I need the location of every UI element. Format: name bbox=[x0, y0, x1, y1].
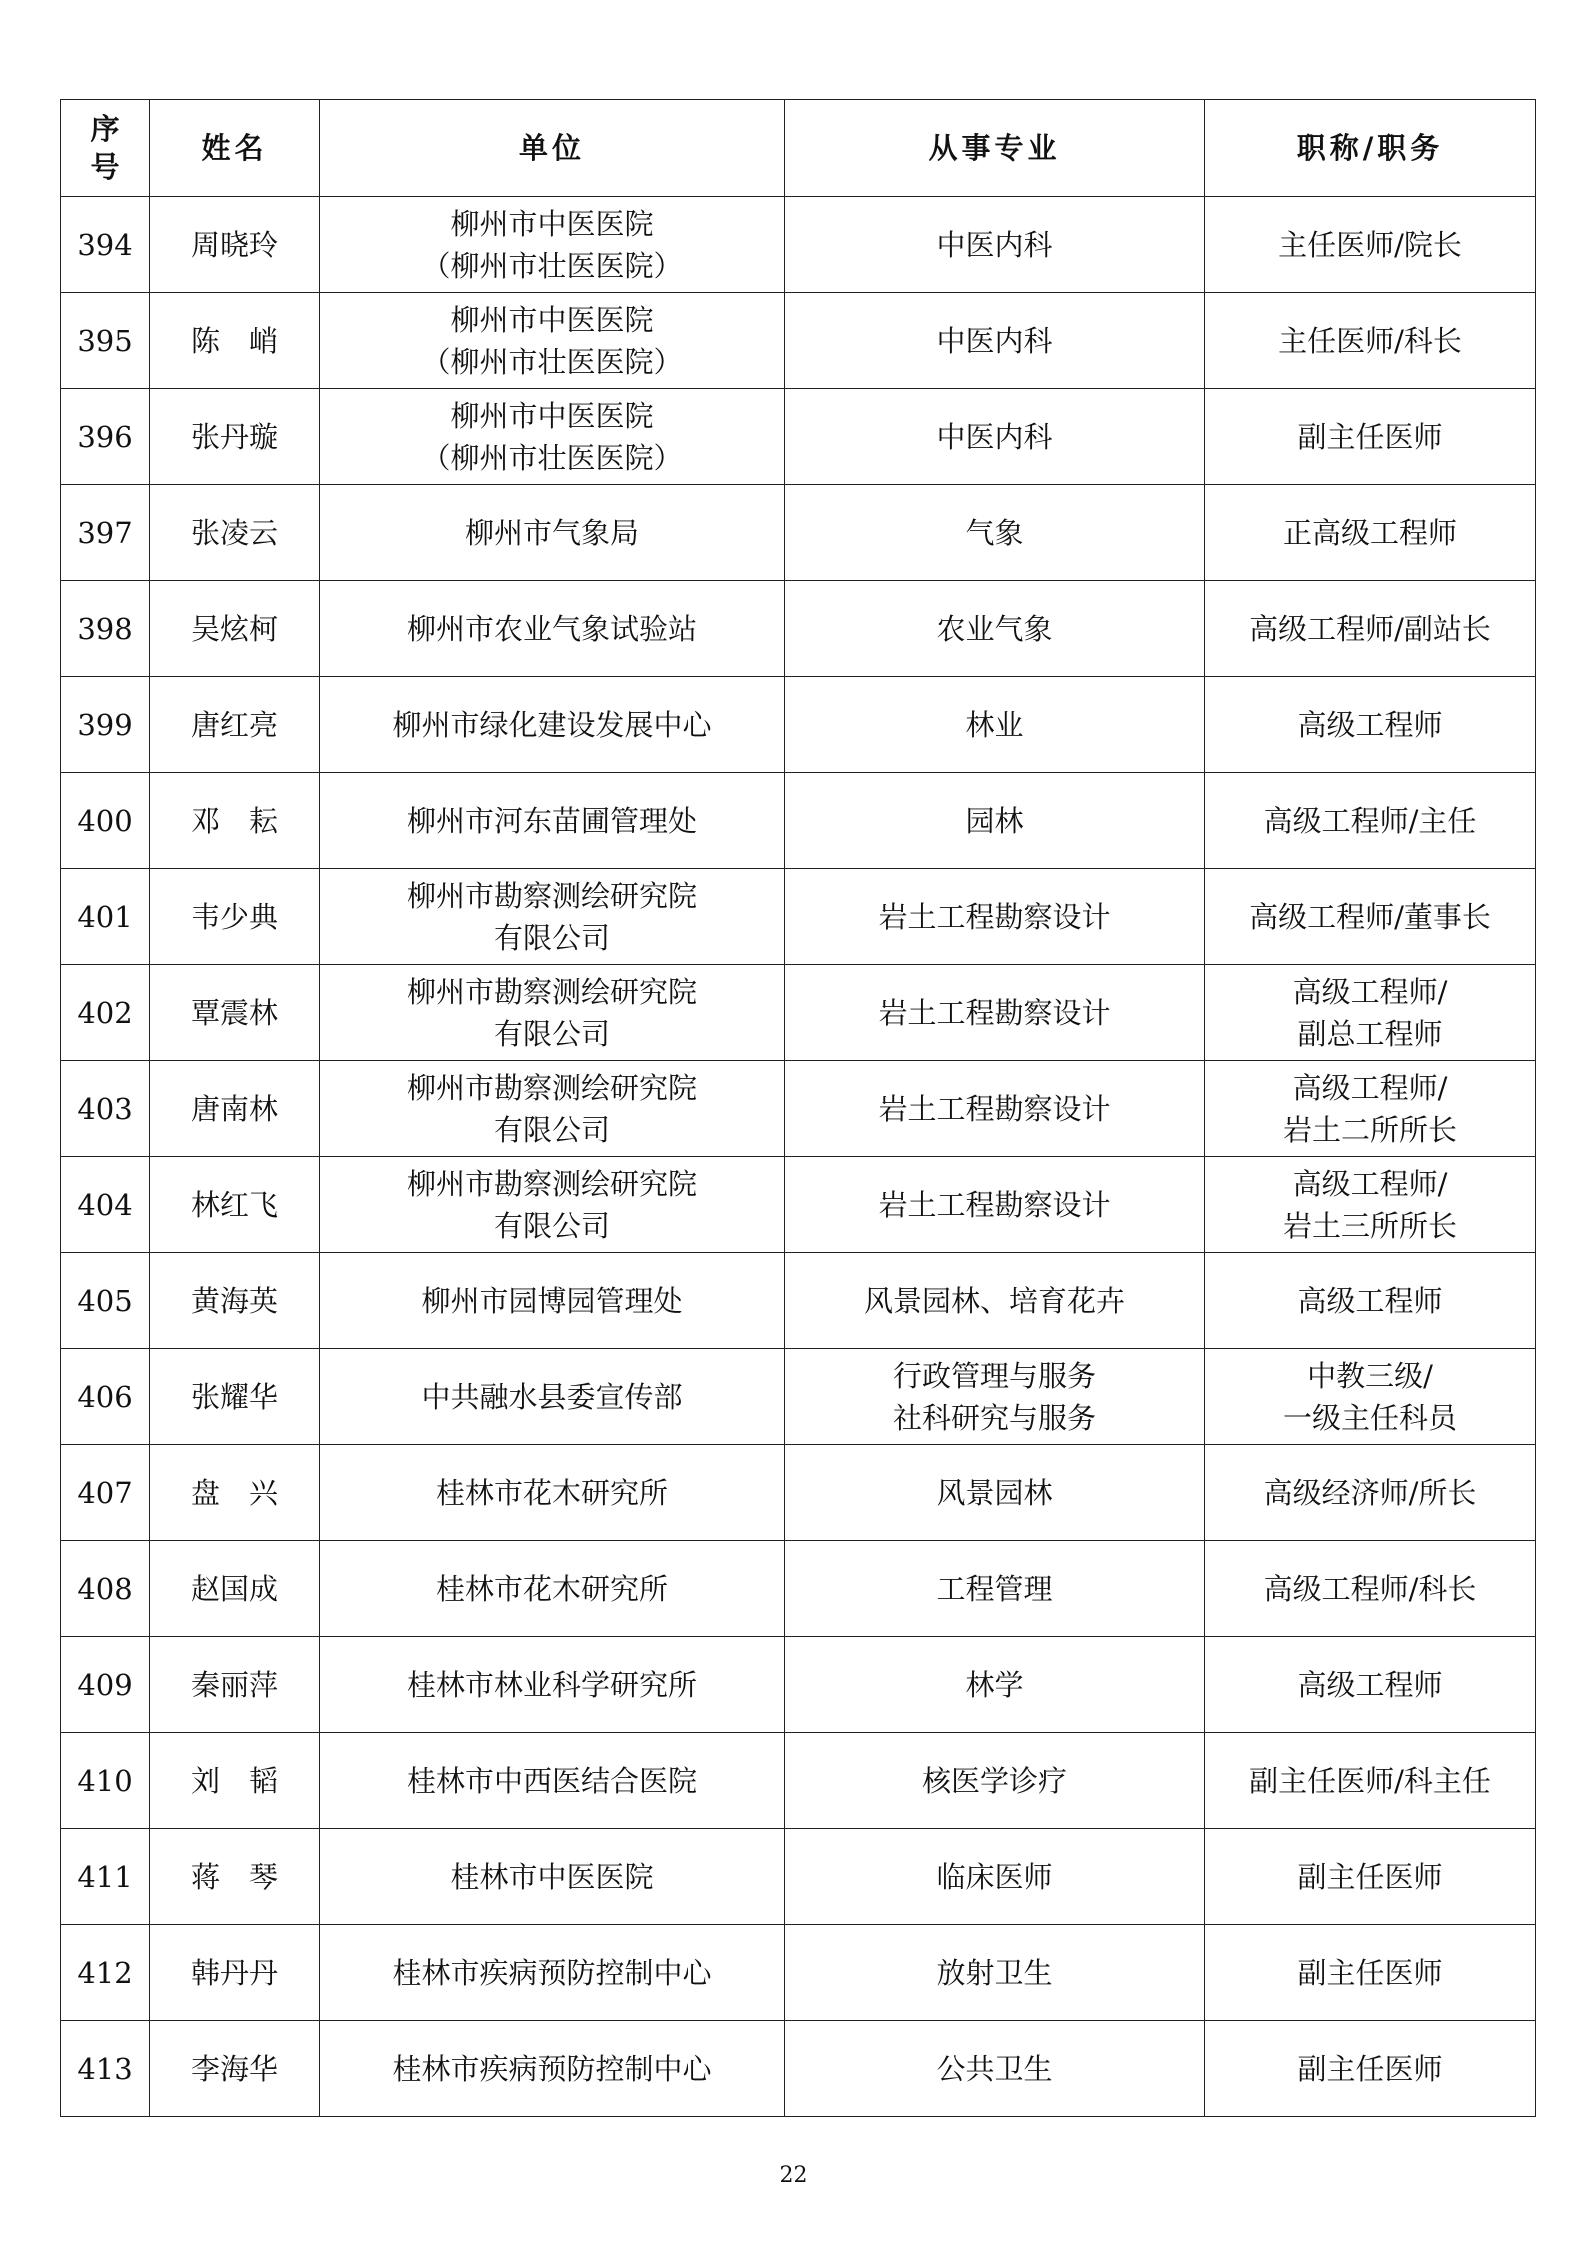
cell-name: 韦少典 bbox=[150, 869, 320, 965]
cell-specialty bbox=[785, 1637, 1205, 1733]
cell-unit bbox=[320, 869, 785, 965]
cell-unit-line: 柳州市中医医院 bbox=[450, 302, 654, 337]
cell-unit bbox=[320, 197, 785, 293]
cell-seq: 403 bbox=[61, 1061, 150, 1157]
cell-specialty bbox=[785, 1061, 1205, 1157]
cell-specialty bbox=[785, 1829, 1205, 1925]
cell-title-line: 高级工程师/科长 bbox=[1263, 1571, 1477, 1606]
table-row bbox=[61, 773, 1536, 869]
table-row bbox=[61, 1637, 1536, 1733]
cell-specialty-line: 农业气象 bbox=[936, 611, 1053, 646]
cell-specialty-line: 中医内科 bbox=[936, 323, 1053, 358]
cell-title-line: 高级工程师/ bbox=[1292, 1070, 1448, 1105]
cell-name: 张丹璇 bbox=[150, 389, 320, 485]
cell-specialty-line: 公共卫生 bbox=[936, 2051, 1053, 2086]
cell-unit-line: （柳州市壮医医院） bbox=[421, 344, 683, 379]
cell-specialty bbox=[785, 2021, 1205, 2117]
cell-unit bbox=[320, 1349, 785, 1445]
cell-title bbox=[1205, 1061, 1536, 1157]
cell-name: 唐红亮 bbox=[150, 677, 320, 773]
cell-specialty-line: 行政管理与服务 bbox=[892, 1358, 1096, 1393]
cell-name: 盘 兴 bbox=[150, 1445, 320, 1541]
cell-unit bbox=[320, 1541, 785, 1637]
cell-title bbox=[1205, 581, 1536, 677]
cell-unit-line: 柳州市勘察测绘研究院 bbox=[406, 974, 697, 1009]
cell-title-line: 副总工程师 bbox=[1297, 1016, 1443, 1051]
cell-title bbox=[1205, 485, 1536, 581]
cell-unit bbox=[320, 581, 785, 677]
cell-specialty-line: 林业 bbox=[965, 707, 1024, 742]
cell-specialty bbox=[785, 1157, 1205, 1253]
cell-title-line: 中教三级/ bbox=[1307, 1358, 1433, 1393]
roster-table bbox=[60, 99, 1536, 2117]
table-row bbox=[61, 1061, 1536, 1157]
cell-name: 蒋 琴 bbox=[150, 1829, 320, 1925]
cell-title-line: 副主任医师 bbox=[1297, 1859, 1443, 1894]
cell-title bbox=[1205, 1829, 1536, 1925]
cell-name: 覃震林 bbox=[150, 965, 320, 1061]
cell-title-line: 一级主任科员 bbox=[1282, 1400, 1457, 1435]
cell-unit-line: 桂林市疾病预防控制中心 bbox=[392, 1955, 712, 1990]
table-row bbox=[61, 677, 1536, 773]
cell-seq: 402 bbox=[61, 965, 150, 1061]
cell-specialty-line: 气象 bbox=[965, 515, 1024, 550]
cell-specialty bbox=[785, 1349, 1205, 1445]
cell-unit-line: 有限公司 bbox=[493, 920, 610, 955]
cell-title-line: 副主任医师 bbox=[1297, 419, 1443, 454]
cell-name: 李海华 bbox=[150, 2021, 320, 2117]
table-row bbox=[61, 581, 1536, 677]
table-row bbox=[61, 293, 1536, 389]
cell-unit bbox=[320, 1925, 785, 2021]
table-row bbox=[61, 1733, 1536, 1829]
header-specialty: 从事专业 bbox=[785, 100, 1205, 197]
cell-seq: 395 bbox=[61, 293, 150, 389]
cell-specialty-line: 工程管理 bbox=[936, 1571, 1053, 1606]
cell-unit-line: 桂林市花木研究所 bbox=[435, 1571, 668, 1606]
cell-specialty-line: 园林 bbox=[965, 803, 1024, 838]
cell-title bbox=[1205, 773, 1536, 869]
cell-unit-line: 柳州市绿化建设发展中心 bbox=[392, 707, 712, 742]
cell-name: 陈 峭 bbox=[150, 293, 320, 389]
table-row bbox=[61, 1349, 1536, 1445]
table-row bbox=[61, 1253, 1536, 1349]
cell-title bbox=[1205, 1253, 1536, 1349]
cell-seq: 411 bbox=[61, 1829, 150, 1925]
table-body bbox=[61, 197, 1536, 2117]
page-number: 22 bbox=[779, 2163, 808, 2188]
table-row bbox=[61, 1541, 1536, 1637]
cell-specialty bbox=[785, 677, 1205, 773]
cell-unit bbox=[320, 293, 785, 389]
cell-unit bbox=[320, 1445, 785, 1541]
cell-title bbox=[1205, 197, 1536, 293]
cell-unit-line: 中共融水县委宣传部 bbox=[421, 1379, 683, 1414]
cell-specialty-line: 岩土工程勘察设计 bbox=[878, 995, 1111, 1030]
cell-unit-line: 桂林市花木研究所 bbox=[435, 1475, 668, 1510]
cell-unit bbox=[320, 1637, 785, 1733]
cell-seq: 409 bbox=[61, 1637, 150, 1733]
cell-unit bbox=[320, 677, 785, 773]
cell-title-line: 岩土二所所长 bbox=[1282, 1112, 1457, 1147]
cell-specialty bbox=[785, 965, 1205, 1061]
cell-specialty-line: 林学 bbox=[965, 1667, 1024, 1702]
cell-title-line: 高级工程师/主任 bbox=[1263, 803, 1477, 838]
table-row bbox=[61, 1829, 1536, 1925]
cell-unit bbox=[320, 965, 785, 1061]
cell-title-line: 高级工程师 bbox=[1297, 707, 1443, 742]
cell-specialty-line: 临床医师 bbox=[936, 1859, 1053, 1894]
table-row bbox=[61, 1445, 1536, 1541]
table-row bbox=[61, 485, 1536, 581]
cell-seq: 397 bbox=[61, 485, 150, 581]
cell-specialty bbox=[785, 1733, 1205, 1829]
cell-title-line: 高级工程师 bbox=[1297, 1667, 1443, 1702]
cell-unit-line: 柳州市勘察测绘研究院 bbox=[406, 878, 697, 913]
cell-title-line: 岩土三所所长 bbox=[1282, 1208, 1457, 1243]
cell-unit bbox=[320, 485, 785, 581]
cell-specialty-line: 核医学诊疗 bbox=[921, 1763, 1067, 1798]
header-row bbox=[61, 100, 1536, 197]
table-row bbox=[61, 869, 1536, 965]
table-row bbox=[61, 965, 1536, 1061]
cell-name: 黄海英 bbox=[150, 1253, 320, 1349]
cell-title bbox=[1205, 389, 1536, 485]
cell-title bbox=[1205, 677, 1536, 773]
cell-name: 韩丹丹 bbox=[150, 1925, 320, 2021]
cell-name: 邓 耘 bbox=[150, 773, 320, 869]
cell-title-line: 高级工程师/ bbox=[1292, 974, 1448, 1009]
cell-title-line: 高级工程师/副站长 bbox=[1249, 611, 1491, 646]
cell-unit-line: 桂林市中西医结合医院 bbox=[406, 1763, 697, 1798]
table-header bbox=[61, 100, 1536, 197]
cell-seq: 413 bbox=[61, 2021, 150, 2117]
cell-specialty-line: 岩土工程勘察设计 bbox=[878, 1187, 1111, 1222]
cell-specialty bbox=[785, 485, 1205, 581]
cell-unit bbox=[320, 1253, 785, 1349]
cell-unit bbox=[320, 389, 785, 485]
cell-specialty bbox=[785, 197, 1205, 293]
cell-seq: 406 bbox=[61, 1349, 150, 1445]
cell-name: 赵国成 bbox=[150, 1541, 320, 1637]
cell-specialty-line: 风景园林 bbox=[936, 1475, 1053, 1510]
cell-unit bbox=[320, 1733, 785, 1829]
header-seq-line1: 序 bbox=[90, 112, 120, 146]
cell-name: 林红飞 bbox=[150, 1157, 320, 1253]
cell-title-line: 高级经济师/所长 bbox=[1263, 1475, 1477, 1510]
header-title: 职称/职务 bbox=[1205, 100, 1536, 197]
cell-title-line: 高级工程师/ bbox=[1292, 1166, 1448, 1201]
cell-title-line: 主任医师/科长 bbox=[1278, 323, 1462, 358]
cell-unit-line: （柳州市壮医医院） bbox=[421, 248, 683, 283]
cell-title bbox=[1205, 869, 1536, 965]
cell-specialty bbox=[785, 869, 1205, 965]
cell-title bbox=[1205, 1445, 1536, 1541]
cell-title-line: 副主任医师 bbox=[1297, 2051, 1443, 2086]
cell-name: 秦丽萍 bbox=[150, 1637, 320, 1733]
cell-name: 张耀华 bbox=[150, 1349, 320, 1445]
cell-specialty-line: 中医内科 bbox=[936, 227, 1053, 262]
cell-title bbox=[1205, 1541, 1536, 1637]
cell-specialty bbox=[785, 773, 1205, 869]
cell-seq: 401 bbox=[61, 869, 150, 965]
cell-specialty-line: 中医内科 bbox=[936, 419, 1053, 454]
cell-specialty bbox=[785, 581, 1205, 677]
table-row bbox=[61, 389, 1536, 485]
cell-title bbox=[1205, 1925, 1536, 2021]
cell-seq: 408 bbox=[61, 1541, 150, 1637]
cell-title bbox=[1205, 965, 1536, 1061]
cell-unit-line: 柳州市农业气象试验站 bbox=[406, 611, 697, 646]
cell-title-line: 副主任医师 bbox=[1297, 1955, 1443, 1990]
table-row bbox=[61, 2021, 1536, 2117]
cell-name: 刘 韬 bbox=[150, 1733, 320, 1829]
header-seq bbox=[61, 100, 150, 197]
cell-unit-line: 桂林市疾病预防控制中心 bbox=[392, 2051, 712, 2086]
cell-unit-line: 桂林市林业科学研究所 bbox=[406, 1667, 697, 1702]
cell-seq: 410 bbox=[61, 1733, 150, 1829]
cell-specialty bbox=[785, 1253, 1205, 1349]
cell-unit-line: 有限公司 bbox=[493, 1016, 610, 1051]
cell-title-line: 副主任医师/科主任 bbox=[1249, 1763, 1491, 1798]
cell-title-line: 正高级工程师 bbox=[1282, 515, 1457, 550]
cell-title bbox=[1205, 293, 1536, 389]
cell-unit-line: 柳州市中医医院 bbox=[450, 206, 654, 241]
cell-unit-line: 柳州市勘察测绘研究院 bbox=[406, 1166, 697, 1201]
cell-seq: 394 bbox=[61, 197, 150, 293]
cell-seq: 396 bbox=[61, 389, 150, 485]
cell-specialty-line: 风景园林、培育花卉 bbox=[863, 1283, 1125, 1318]
cell-title-line: 主任医师/院长 bbox=[1278, 227, 1462, 262]
cell-unit-line: 柳州市勘察测绘研究院 bbox=[406, 1070, 697, 1105]
cell-unit-line: 柳州市园博园管理处 bbox=[421, 1283, 683, 1318]
cell-name: 周晓玲 bbox=[150, 197, 320, 293]
header-unit: 单位 bbox=[320, 100, 785, 197]
cell-specialty bbox=[785, 389, 1205, 485]
cell-unit-line: 有限公司 bbox=[493, 1112, 610, 1147]
cell-specialty bbox=[785, 1925, 1205, 2021]
cell-unit bbox=[320, 1829, 785, 1925]
cell-seq: 404 bbox=[61, 1157, 150, 1253]
cell-seq: 398 bbox=[61, 581, 150, 677]
cell-seq: 407 bbox=[61, 1445, 150, 1541]
cell-title bbox=[1205, 1157, 1536, 1253]
table-row bbox=[61, 1157, 1536, 1253]
cell-unit-line: 有限公司 bbox=[493, 1208, 610, 1243]
cell-unit-line: 柳州市气象局 bbox=[464, 515, 639, 550]
cell-specialty-line: 岩土工程勘察设计 bbox=[878, 899, 1111, 934]
cell-title bbox=[1205, 1733, 1536, 1829]
cell-seq: 399 bbox=[61, 677, 150, 773]
cell-unit bbox=[320, 2021, 785, 2117]
cell-title-line: 高级工程师 bbox=[1297, 1283, 1443, 1318]
cell-specialty-line: 放射卫生 bbox=[936, 1955, 1053, 1990]
cell-seq: 405 bbox=[61, 1253, 150, 1349]
header-name: 姓名 bbox=[150, 100, 320, 197]
cell-unit-line: （柳州市壮医医院） bbox=[421, 440, 683, 475]
cell-unit bbox=[320, 1157, 785, 1253]
cell-name: 吴炫柯 bbox=[150, 581, 320, 677]
cell-title bbox=[1205, 1637, 1536, 1733]
header-seq-line2: 号 bbox=[90, 150, 120, 184]
table-row bbox=[61, 197, 1536, 293]
cell-specialty-line: 社科研究与服务 bbox=[892, 1400, 1096, 1435]
cell-title bbox=[1205, 2021, 1536, 2117]
cell-specialty bbox=[785, 293, 1205, 389]
table-row bbox=[61, 1925, 1536, 2021]
cell-unit-line: 桂林市中医医院 bbox=[450, 1859, 654, 1894]
cell-specialty bbox=[785, 1445, 1205, 1541]
cell-unit bbox=[320, 773, 785, 869]
cell-title-line: 高级工程师/董事长 bbox=[1249, 899, 1491, 934]
cell-seq: 412 bbox=[61, 1925, 150, 2021]
cell-seq: 400 bbox=[61, 773, 150, 869]
cell-unit bbox=[320, 1061, 785, 1157]
cell-title bbox=[1205, 1349, 1536, 1445]
cell-specialty-line: 岩土工程勘察设计 bbox=[878, 1091, 1111, 1126]
cell-name: 张凌云 bbox=[150, 485, 320, 581]
cell-unit-line: 柳州市中医医院 bbox=[450, 398, 654, 433]
cell-unit-line: 柳州市河东苗圃管理处 bbox=[406, 803, 697, 838]
cell-name: 唐南林 bbox=[150, 1061, 320, 1157]
cell-specialty bbox=[785, 1541, 1205, 1637]
